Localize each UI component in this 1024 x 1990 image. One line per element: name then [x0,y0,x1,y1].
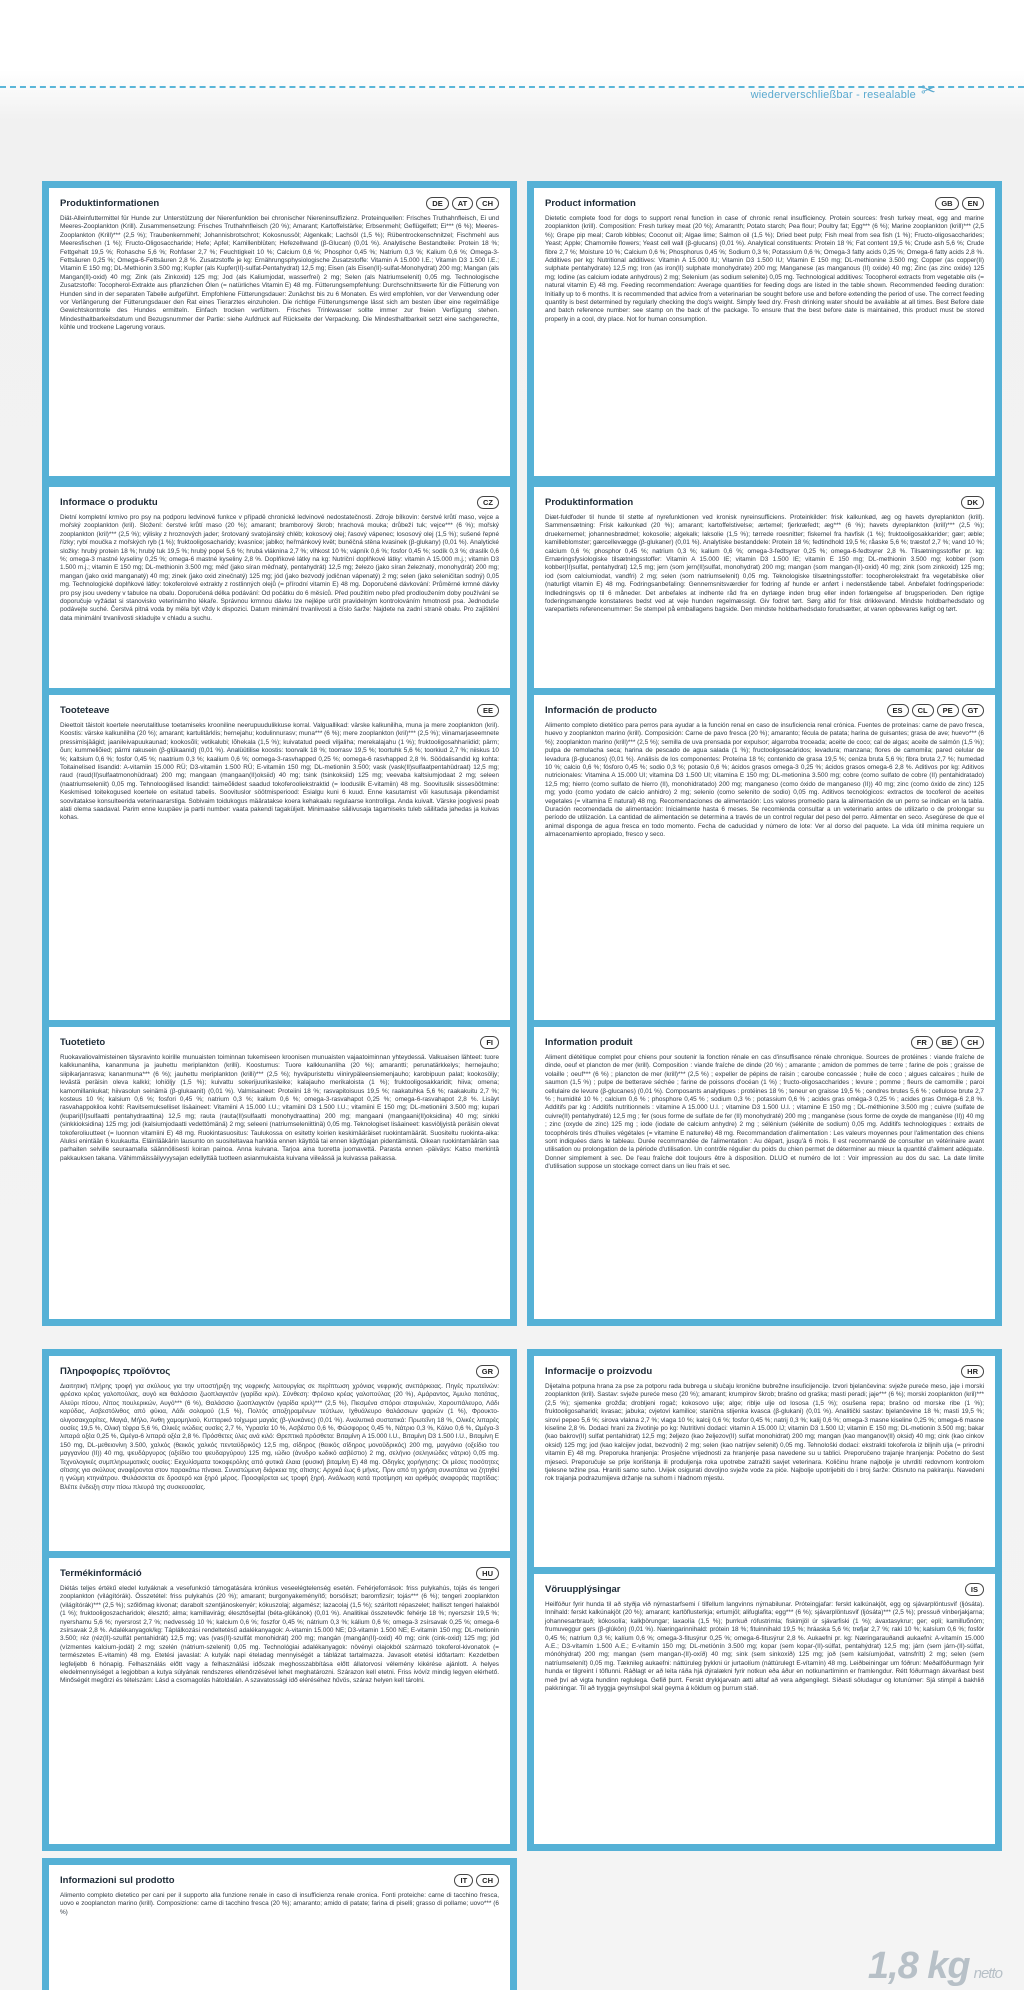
country-code: ES [887,704,909,717]
info-panel-it [42,1858,517,1990]
info-panel-de [42,181,517,483]
panel-text: Heilfóður fyrir hunda til að styðja við nýrnastarfsemi í tilfellum langvinns nýrnabilunar. Próteingjafar: ferskt kalkúnakjöt, egg og sjávarplöntusvif (ljósáta). Innihald: ferskt kalkúnakjöt (20 %); amarant; kartöflusterkja; ertumjöl; alifuglafita; egg*** (6 %); sjávarplöntusvif (ljósáta)*** (2,5 %); pressuð vínberjakjarna; johannesarbrauð; kókosolía; kalkþörungar; laxaolía (1,5 %); þurrkuð rófustrimla; fiskimjöl úr sjávarfiski (1 %); ávaxtasykrur; ger; epli; kamilluблóm; frumuveggur gers (β-glúkön) (0,01 %). Næringarinnihald: prótein 18 %; fituinnihald 19,5 %; hráaska 5,6 %; trefjar 2,7 %; raki 10 %; kalsíum 0,6 %; fosfór 0,45 %; natríum 0,3 %; kalíum 0,6 %; omega-3-fitusýrur 0,25 %; omega-6-fitusýrur 2,8 %. Aukaefni pr. kg: Næringarauðandi aukaefni: A-vítamín 15.000 A.E.; D3-vítamín 1.500 A.E.; E-vítamín 150 mg; DL-metíónín 3.500 mg; kopar (sem kopar-(II)-súlfat, pentahýdrat) 12,5 mg; járn (sem járn-(II)-súlfat, mónóhýdrat) 200 mg; mangan (sem mangan-(II)-oxíð) 40 mg; sink (sem sinkoxíð) 125 mg; joð (sem kalsíumjoðat, vatnsfrítt) 2 mg; selen (sem natríumselenít) 0,05 mg. Tæknileg aukaefni: náttúruleg þykkni úr jurtaolíum (náttúrulegt E-vítamín) 48 mg. Leiðbeiningar um fóðrun: Meðalfóðurmagn fyrir hunda er tilgreint í töflunni. Ráðlagt er að leita ráða hjá dýralækni fyrir notkun eða áður en notkunartíminn er framlengdur. Rétt fóðurmagn ákvarðast best með því að vigta hundinn reglulega. Gefið þurrt. Ferskt drykkjarvatn ætti alltaf að vera aðgengilegt. Síðasti söludagur og lotunúmer: Sjá stimpil á bakhlið pakkningar. Til að tryggja geymsluþol skal geyma á köldum og þurrum stað. [545,1601,984,1693]
country-code: CZ [477,496,499,509]
info-panel-fi [42,1020,517,1326]
country-codes [935,197,984,210]
panel-title: Termékinformáció [60,1568,142,1579]
panel-title: Información de producto [545,705,657,716]
scissors-icon: ✂ [920,80,936,100]
country-codes [426,197,499,210]
country-code: PE [937,704,959,717]
net-weight-value: 1,8 kg [867,1945,970,1987]
panel-text: Alimento completo dietético para perros para ayudar a la función renal en caso de insuficiencia renal crónica. Fuentes de proteínas: carne de pavo fresca, huevo y zooplankton marino (krill). Composición: Carne de pavo fresca (20 %); amaranto; fécula de patata; harina de guisantes; grasa de ave; huevo*** (6 %); zooplankton marino (krill)*** (2,5 %); semilla de uva prensada por expulsor; algarroba troceada; aceite de coco; cal de algas; aceite de salmón (1,5 %); pulpa de remolacha seca; harina de pescado de agua salada (1 %); fructooligosacáridos; levadura; manzana; flores de camomila; pared celular de levadura (β-glucanos) (0,01 %). Análisis de los componentes: Proteína 18 %; contenido de grasa 19,5 %; ceniza bruta 5,6 %; fibra bruta 2,7 %; humedad 10 %; calcio 0,6 %; fósforo 0,45 %; sodio 0,3 %; potasio 0,6 %; ácidos grasos omega-3 0,25 %; ácidos grasos omega-6 2,8 %. Aditivos por kg: Aditivos nutricionales: Vitamina A 15.000 UI; vitamina D3 1.500 UI; vitamina E 150 mg; DL-metionina 3.500 mg; cobre (como sulfato de cobre (II) pentahidratado) 12,5 mg; hierro (como sulfato de hierro (II), monohidratado) 200 mg; manganeso (como óxido de manganeso (II)) 40 mg; zinc (como óxido de zinc) 125 mg; yodo (como yodato de calcio anhidro) 2 mg; selenio (como selenito de sodio) 0,05 mg. Aditivos tecnológicos: extractos de tocoferol de aceites vegetales (= vitamina E natural) 48 mg. Recomendaciones de alimentación: Los valores promedio para la alimentación de un perro se indican en la tabla. Duración recomendada de alimentación: Inicialmente hasta 6 meses. Se recomienda consultar a un veterinario antes de utilizarlo o de prolongar su período de utilización. La cantidad de alimentación se determina a través de un control regular del peso del perro. Alimentar en seco. Asegúrese de que el animal disponga de agua fresca en todo momento. Fecha de caducidad y número de lote: Ver al dorso del paquete. La vida útil mínima requiere un almacenamiento apropiado, fresco y seco. [545,722,984,839]
country-code: HR [961,1365,984,1378]
country-codes [477,496,499,509]
panel-text: Διαιτητική πλήρης τροφή για σκύλους για την υποστήριξη της νεφρικής λειτουργίας σε περίπτωση χρόνιας νεφρικής ανεπάρκειας. Πηγές πρωτεϊνών: φρέσκο κρέας γαλοπούλας, αυγό και θαλάσσιο ζωοπλαγκτόν (γαρίδα κριλ). Σύνθεση: Φρέσκο κρέας γαλοπούλας (20 %), Αμάραντος, Άμυλο πατάτας, Αλεύρι πίσου, Λίπος πουλερικών, Αυγό*** (6 %), Θαλάσσιο ζωοπλαγκτόν (γαρίδα κριλ)*** (2,5 %), Πιεσμένα σπόροι σταφυλιών, Χαρουπάλευρο, Λάδι καρύδας, Ασβεστόλιθος από φύκια, Λάδι σολομού (1,5 %), Πολτός αποξηραμένων τεύτλων, Ιχθυάλευρο θαλάσσιων ψαριών (1 %), Φρουκτο-ολιγοσακχαρίτες, Μαγιά, Μήλο, Άνθη χαμομηλιού, Κυτταρικό τοίχωμα μαγιάς (β-γλυκάνες) (0,01 %). Αναλυτικά συστατικά: Πρωτεΐνη 18 %, Ολικές λιπαρές ουσίες 19,5 %, Ολική τέφρα 5,6 %, Ολικές ινώδεις ουσίες 2,7 %, Υγρασία 10 %, Ασβέστιο 0,6 %, Φώσφορος 0,45 %, Νάτριο 0,3 %, Κάλιο 0,6 %, Ωμέγα-3 λιπαρά οξέα 0,25 %, Ωμέγα-6 λιπαρά οξέα 2,8 %. Πρόσθετες ύλες ανά κιλό: Θρεπτικά πρόσθετα: Βιταμίνη A 15.000 I.U., Βιταμίνη D3 1.500 I.U., Βιταμίνη E 150 mg, DL-μεθειονίνη 3.500, χαλκός (θειικός χαλκός πενταϋδρικός) 12,5 mg, σίδηρος (θειικός σίδηρος μονοϋδρικός) 200 mg, μαγγάνιο (οξείδιο του μαγγανίου (II)) 40 mg, ψευδάργυρος (οξείδιο του ψευδαργύρου) 125 mg, ιώδιο (άνυδρο ιωδικό ασβέστιο) 2 mg, σελήνιο (σεληνιώδες νάτριο) 0,05 mg. Τεχνολογικές συμπληρωματικές ουσίες: Εκχυλίσματα τοκοφερόλης από φυτικά έλαια (φυσική βιταμίνη E) 48 mg. Οδηγίες χορήγησης: Οι μέσες ποσότητες σίτισης για σκύλους αναφέρονται στον παρακάτω πίνακα. Συνιστώμενη διάρκεια της σίτισης: Αρχικά έως 6 μήνες. Πριν από τη χρήση συνιστάται να ζητηθεί η γνώμη κτηνιάτρου. Φυλάσσεται σε δροσερό και ξηρό μέρος. Προσφέρεται ως τροφή ξηρή. Ανάλωση κατά προτίμηση και αριθμός αναφοράς παρτίδας: Βλέπε ένδειξη στην πίσω πλευρά της συσκευασίας. [60,1383,499,1491]
panel-text: Dietní kompletní krmivo pro psy na podporu ledvinové funkce v případě chronické ledvinové nedostatečnosti. Zdroje bílkovin: čerstvé krůtí maso, vejce a mořský zooplankton (kril). Složení: čerstvé krůtí maso (20 %); amarant; bramborový škrob; hrachová mouka; drůbeží tuk; vejce*** (6 %); mořský zooplankton (kril)*** (2,5 %); výlisky z hroznových jader; šrotovaný svatojánský chléb; kokosový olej; řasový vápenec; lososový olej (1,5 %); sušené řepné řízky; rybí moučka z mořských ryb (1 %); fruktooligosacharidy; kvasnice; jablko; heřmánkový květ; buněčná stěna kvasinek (β-glukany) (0,01 %). Analytické složky: hrubý protein 18 %; hrubý tuk 19,5 %; hrubý popel 5,6 %; hrubá vláknina 2,7 %; vlhkost 10 %; vápník 0,6 %; fosfor 0,45 %; sodík 0,3 %; draslík 0,6 %; omega-3 mastné kyseliny 0,25 %; omega-6 mastné kyseliny 2,8 %. Doplňkové látky na kg: Nutriční doplňkové látky: vitamin A 15.000 m.j.; vitamin D3 1.500 m.j.; vitamin E 150 mg; DL-methionin 3.500 mg; měď (jako síran měďnatý, pentahydrát) 12,5 mg; železo (jako síran železnatý, monohydrát) 200 mg; mangan (jako oxid manganatý) 40 mg; zinek (jako oxid zinečnatý) 125 mg; jód (jako bezvodý jodičnan vápenatý) 2 mg; selen (jako seleničitan sodný) 0,05 mg. Technologické doplňkové látky: tokoferolové extrakty z rostlinných olejů (= přírodní vitamin E) 48 mg. Doporučené dávkování: Průměrné krmné dávky pro psy jsou uvedeny v tabulce na obalu. Doporučená délka podávání: Od počátku do 6 měsíců. Před použitím nebo před prodloužením doby používání se doporučuje vyžádat si stanovisko veterinárního lékaře. Správnou krmnou dávku lze nejlépe určit pravidelným kontrolováním hmotnosti psa. Jednoduše podávejte suché. Čerstvá pitná voda by měla být vždy k dispozici. Datum minimální trvanlivosti a číslo šarže: Najdete na zadní straně obalu. Pro zajištění data minimální trvanlivosti skladujte v chladu a suchu. [60,514,499,622]
country-code: CH [476,1874,499,1887]
panel-title: Informacije o proizvodu [545,1366,653,1377]
net-weight-unit: netto [973,1965,1002,1982]
country-code: HU [476,1567,499,1580]
panel-text: Dietetic complete food for dogs to support renal function in case of chronic renal insufficiency. Protein sources: fresh turkey meat, egg and marine zooplankton (krill). Composition: Fresh turkey meat (20 %); Amaranth; Potato starch; Pea flour; Poultry fat; Egg*** (6 %); Marine zooplankton (krill)*** (2,5 %); Grape pip meal; Carob kibbles; Coconut oil; Algae lime; Salmon oil (1,5 %); Dried beet pulp; Fish meal from sea fish (1 %); Fructo-oligosaccharides; Yeast; Apple; Chamomile flowers; Yeast cell wall (β-glucans) (0,01 %). Analytical constituents: Protein 18 %; Fat content 19,5 %; Crude ash 5,6 %; Crude fibre 2,7 %; Moisture 10 %; Calcium 0,6 %; Phosphorus 0,45 %; Sodium 0,3 %; Potassium 0,6 %; Omega-3 fatty acids 0,25 %; Omega-6 fatty acids 2,8 %. Additives per kg: Nutritional additives: Vitamin A 15.000 IU; Vitamin D3 1.500 IU; Vitamin E 150 mg; DL-methionine 3.500 mg; Copper (as copper(II) sulphate pentahydrate) 12,5 mg; Iron (as iron(II) sulphate monohydrate) 200 mg; Manganese (as manganous (II) oxide) 40 mg; Zinc (as zinc oxide) 125 mg; Iodine (as calcium iodate anhydrous) 2 mg; Selenium (as sodium selenite) 0,05 mg. Technological additives: Tocopherol extracts from vegetable oils (= natural vitamin E) 48 mg. Feeding recommendation: Average quantities for feeding dogs are listed in the table shown. Recommended feeding duration: Initially up to 6 months. It is recommended that advice from a veterinarian be sought before use and before extending the period of use. The correct feeding quantity is best determined by regularly checking the dog's weight. Simply feed dry. Fresh drinking water should be available at all times. Best Before date and batch reference number: see stamp on the back of the package. To ensure that the best before date is maintained, this product must be stored properly in a cool, dry place. Not for human consumption. [545,215,984,323]
panel-text: Diät-Alleinfuttermittel für Hunde zur Unterstützung der Nierenfunktion bei chronischer Niereninsuffizienz. Proteinquellen: Frisches Truthahnfleisch, Ei und Meeres-Zooplankton (Krill). Zusammensetzung: Frisches Truthahnfleisch (20 %); Amarant; Kartoffelstärke; Erbsenmehl; Geflügelfett; Ei*** (6 %); Meeres-Zooplankton (Krill)*** (2,5 %); Traubenkernmehl; Johannisbrotschrot; Kokosnussöl; Algenkalk; Lachsöl (1,5 %); Rübentrockenschnitzel; Fischmehl aus Meeresfischen (1 %); Fructo-Oligosaccharide; Hefe; Apfel; Kamillenblüten; Hefezellwand (β-Glucan) (0,01 %). Analytische Bestandteile: Protein 18 %; Fettgehalt 19,5 %; Rohasche 5,6 %; Rohfaser 2,7 %; Feuchtigkeit 10 %; Calcium 0,6 %; Phosphor 0,45 %; Natrium 0,3 %; Kalium 0,6 %; Omega-3-Fettsäuren 0,25 %; Omega-6-Fettsäuren 2,8 %. Zusatzstoffe je kg: Ernährungsphysiologische Zusatzstoffe: Vitamin A 15.000 I.E.; Vitamin D3 1.500 I.E.; Vitamin E 150 mg; DL-Methionin 3.500 mg; Kupfer (als Kupfer(II)-sulfat-Pentahydrat) 12,5 mg; Eisen (als Eisen(II)-sulfat-Monohydrat) 200 mg; Mangan (als Mangan(II)-oxid) 40 mg; Zink (als Zinkoxid) 125 mg; Jod (als Kaliumjodat, wasserfrei) 2 mg; Selen (als Natriumselenit) 0,05 mg. Technologische Zusatzstoffe: Tocopherol-Extrakte aus pflanzlichen Ölen (= natürliches Vitamin E) 48 mg. Fütterungsempfehlung: Durchschnittswerte für die Fütterung von Hunden sind in der separaten Tabelle aufgeführt. Empfohlene Fütterungsdauer: Zunächst bis zu 6 Monaten. Es wird empfohlen, vor der Verwendung oder vor Verlängerung der Fütterungsdauer den Rat eines Tierarztes einzuholen. Die richtige Fütterungsmenge lässt sich am besten über eine regelmäßige Gewichtskontrolle des Hundes ermitteln. Einfach trocken verfüttern. Frisches Trinkwasser sollte immer zur freien Verfügung stehen. Mindesthaltbarkeitsdatum und Bezugsnummer der Partie: siehe Aufdruck auf Rückseite der Verpackung. Die Mindesthaltbarkeit setzt eine sachgerechte, kühle und trockene Lagerung voraus. [60,215,499,332]
panel-text: Dieettoit täistoit koertele neerutalitluse toetamiseks krooniline neerupuudulikkuse korral. Valguallikad: värske kalkuniliha, muna ja mere zooplankton (kril). Koostis: värske kalkuniliha (20 %); amarant; kartulitärklis; hernejahu; kodulinnurasv; muna*** (6 %); mere zooplankton (kril)*** (2,5 %); viinamarjaseemnete pressimisjäägid; jaanileivapuukaunad; kookosõli; vetikalubi; lõhekala (1,5 %); kuivatatud peedi viljaliha; merekalajahu (1 %); fruktooligosahhariidid; pärm; õun; kummeliõied; pärmi rakusein (β-glükaanid) (0,01 %). Analüütilise koostis: toorvalk 18 %; toorrasv 19,5 %; toortuhk 5,6 %; toorkiud 2,7 %; niiskus 10 %; kaltsium 0,6 %; fosfor 0,45 %; naatrium 0,3 %; kaalium 0,6 %; oomega-3-rasvhapped 0,25 %; oomega-6 rasvhapped 2,8 %. Söödalisandid kg kohta: Toitainelised lisandid: A-vitamiin 15.000 RÜ; D3-vitamiin 1.500 RÜ; E-vitamiin 150 mg; DL-metioniin 3.500; vask (vask(II)sulfaatpentahüdraat) 12,5 mg; raud (raud(II)sulfaatmonohüdraat) 200 mg; mangaan (mangaan(II)oksiid) 40 mg; tsink (tsinkoksiid) 125 mg; veevaba kaltsiumjodaat 2 mg; seleen (naatriumseleniit) 0,05 mg. Tehnoloogilised lisandid: taimeõlidest saadud tokoferooliekstraktid (= looduslik E-vitamiin) 48 mg. Soovituslik sissesöötmine: Keskmised toitekogused koertele on esitatud tabelis. Soovituslor söötmisperiood: Esialgu kuni 6 kuud. Enne kasutamist või kasutusaja pikendamist soovitatakse konsulteerida veterinaararstiga. Sobivaim toidukogus määratakse koera kehakaalu regulaarse kontrolliga. Anda kuivalt. Värske joogivesi peab alati olema saadaval. Parim enne kuupäev ja partii number: vaata pakendi tagaküljelt. Minimaalse säilivusaja tagamiseks tuleb säilitada jahedas ja kuivas kohas. [60,722,499,822]
panel-text: Ruokavaliovalmisteinen täysravinto koirille munuaisten toiminnan tukemiseen kroonisen munuaisten vajaatoiminnan yhteydessä. Valkuaisen lähteet: tuore kalkkunanliha, kananmuna ja jauhettu meriplankton (krilli). Koostumus: Tuore kalkkunanliha (20 %); amarantti; perunatärkkelys; hernejauho; siipikarjanrasva; kananmuna*** (6 %); jauhettu meriplankton (krilli)*** (2,5 %); hyväpuristettu viinirypäleensiemenjauho; karobipuun palat; kookosöljy; levästä peräisin oleva kalkki; lohiöljy (1,5 %); kuivattu sokerijuurikasleike; kalajauho merikaloista (1 %); fruktooligosakkaridit; hiiva; omena; kamomillankukat; hiivasolun seinämä (β-glukaanit) (0,01 %). Valmisaineet: Proteiini 18 %; rasvapitoisuus 19,5 %; raakatuhka 5,6 %; raakakuitu 2,7 %; kosteus 10 %; kalsium 0,6 %; fosfori 0,45 %; natrium 0,3 %; kalium 0,6 %; omega-3-rasvahapot 0,25 %; omega-6-rasvahapot 2,8 %. Lisäyt rasvahappokiloa kohti: Ravitsemukselliset lisäaineet: Vitamiini A 15.000 I.U.; vitamiini D3 1.500 I.U.; vitamiini E 150 mg; DL-metioniini 3.500 mg; kupari (kupari(II)sulfaatti pentahydraattina) 12,5 mg; rauta (rauta(II)sulfaatti monohydraattina) 200 mg; mangaani (mangaani(II)oksidina) 40 mg; sinkki (sinkkioksidina) 125 mg; jodi (kalsiumjodaatti vedettömänä) 2 mg; seleeni (natriumseleniittinä) 0,05 mg. Teknologiset lisäaineet: kasviöljyistä peräisin olevat tokoferoliuutteet (= luonnon vitamiini E) 48 mg. Ruokintasuositus: Taulukossa on esitetty koirien keskimääräiset ruokintamäärät. Suositeltu ruokinta-aika: Aluksi enintään 6 kuukautta. Eläinlääkärin lausunto on suositeltavaa hankkia ennen käyttöä tai ennen käyttöajan pidentämistä. Oikean ruokintamäärän saa parhaiten selville seuraamalla säännöllisesti koiran painoa. Anna kuivana. Tarjoa aina tuoretta juomavettä. Parasta ennen -päiväys: Katso merkintä pakkauksen takana. Vähimmäissäilyvyysajan edellyttää tuotteen asianmukaista kuivana viileässä ja kuivassa paikassa. [60,1054,499,1162]
panel-title: Produktinformationen [60,198,160,209]
country-code: CH [476,197,499,210]
country-codes [911,1036,984,1049]
country-code: AT [452,197,473,210]
country-codes [887,704,984,717]
panel-title: Product information [545,198,636,209]
panel-text: Alimento completo dietetico per cani per il supporto alla funzione renale in caso di insufficienza renale cronica. Fonti proteiche: carne di tacchino fresca, uovo e zooplancton marino (krill). Composizione: carne di tacchino fresca (20 %); amaranto; amido di patate; farina di piselli; grasso di pollame; uovo*** (6 %) [60,1892,499,1916]
panel-text: Diétás teljes értékű eledel kutyáknak a vesefunkció támogatására krónikus veseelégtelenség esetén. Fehérjeforrások: friss pulykahús, tojás és tengeri zooplankton (világítórák). Összetétel: friss pulykahús (20 %); amarant; burgonyakeményítő; borsóliszt; baromfizsír; tojás*** (6 %); tengeri zooplankton (világítórák)*** (2,5 %); szőlőmag kivonat; darabolt szentjánoskenyér; kókuszolaj; algamész; lazacolaj (1,5 %); szárított répaszelet; halliszt tengeri halakból (1 %); fruktooligoszacharidok; élesztő; alma; kamillavirág; élesztősejtfal (béta-glükánok) (0,01 %). Analitikai összetevők: fehérje 18 %; nyerszsír 19,5 %; nyershamu 5,6 %; nyersrost 2,7 %; nedvesség 10 %; kalcium 0,6 %; foszfor 0,45 %; nátrium 0,3 %; kálium 0,6 %; omega-3 zsírsavak 0,25 %; omega-6 zsírsavak 2,8 %. Adalékanyagok/kg: Táplálkozási rendeltetésű adalékanyagok: A-vitamin 15.000 NE; D3-vitamin 1.500 NE; E-vitamin 150 mg; DL-metionin 3.500; réz (réz(II)-szulfát pentahidrát) 12,5 mg; vas (vas(II)-szulfát monohidrát) 200 mg; mangán (mangán(II)-oxid) 40 mg; cink (cink-oxid) 125 mg; jód (vízmentes kalcium-jodát) 2 mg; szelén (nátrium-szelenit) 0,05 mg. Technológiai adalékanyagok: növényi olajokból származó tokoferol-kivonatok (= természetes E-vitamin) 48 mg. Etetési javaslat: A kutyák napi ételadag mennyiségét a táblázat tartalmazza. Javasolt etetési időtartam: Kezdetben legfeljebb 6 hónapig. Felhasználás előtt vagy a felhasználási időszak meghosszabbítása előtt állatorvosi vélemény kikérése ajánlott. A helyes eledelmennyiséget a legjobban a kutya súlyának rendszeres ellenőrzésével lehet meghatározni. Szárazon kell etetni. Friss ivóvíz mindig legyen elérhető. Minőségét megőrzi és tételszám: Lásd a csomagolás hátoldalán. A szavatossági idő eléréséhez hűvös, száraz helyen kell tárolni. [60,1585,499,1685]
country-code: CL [912,704,934,717]
country-code: BE [936,1036,958,1049]
country-code: DK [961,496,984,509]
country-codes [965,1583,984,1596]
country-code: EN [962,197,984,210]
info-panel-fr [527,1020,1002,1326]
country-code: GT [962,704,984,717]
panel-title: Produktinformation [545,497,634,508]
country-codes [480,1036,499,1049]
country-code: GB [935,197,958,210]
panel-title: Information produit [545,1037,633,1048]
panel-title: Tuotetieto [60,1037,106,1048]
country-codes [961,496,984,509]
country-code: EE [477,704,499,717]
info-panel-es [527,688,1002,1028]
country-codes [454,1874,499,1887]
info-panel-hu [42,1551,517,1851]
country-code: IT [454,1874,473,1887]
info-panel-is [527,1567,1002,1851]
country-code: CH [961,1036,984,1049]
country-codes [961,1365,984,1378]
panel-title: Vöruupplýsingar [545,1584,621,1595]
country-codes [476,1365,499,1378]
country-code: GR [476,1365,499,1378]
panel-text: Aliment diététique complet pour chiens pour soutenir la fonction rénale en cas d'insuffisance rénale chronique. Sources de protéines : viande fraîche de dinde, oeuf et plancton de mer (krill). Composition : viande fraîche de dinde (20 %) ; amarante ; amidon de pommes de terre ; farine de pois ; graisse de volaille ; oeuf*** (6 %) ; plancton de mer (krill)*** (2,5 %) ; expeller de pépins de raisin ; caroube concassée ; huile de coco ; algues calcaires ; huile de saumon (1,5 %) ; pulpe de betterave séchée ; farine de poissons d'océan (1 %) ; fructo-oligosaccharides ; levure ; pomme ; fleurs de camomille ; paroi cellulaire de levure (β-glucanes) (0,01 %). Composants analytiques : protéines 18 % ; teneur en graisse 19,5 % ; cendres brutes 5,6 % ; cellulose brute 2,7 % ; humidité 10 % ; calcium 0,6 % ; phosphore 0,45 % ; sodium 0,3 % ; potassium 0,6 % ; acides gras oméga-3 0,25 % ; acides gras Oméga-6 2,8 %. Additifs par kg : Additifs nutritionnels : vitamine A 15.000 U.I. ; vitamine D3 1.500 U.I. ; vitamine E 150 mg ; DL-méthionine 3.500 mg ; cuivre (sulfate de cuivre(II) pentahydraté) 12,5 mg ; fer (sous forme de sulfate de fer (II) monohydraté) 200 mg ; manganèse (sous forme de oxyde de manganèse (II)) 40 mg ; zinc (oxyde de zinc) 125 mg ; iode (iodate de calcium anhydre) 2 mg ; sélénium (sélénite de sodium) 0,05 mg. Additifs technologiques : extraits de tocophérols tirés d'huiles végétales (= vitamine E naturelle) 48 mg. Recommandation d'alimentation : Les valeurs moyennes pour l'alimentation des chiens sont indiquées dans le tableau. Durée recommandée de l'alimentation : Au départ, jusqu'à 6 mois. Il est recommandé de consulter un vétérinaire avant utilisation ou prolongation de la période d'utilisation. Un contrôle régulier du poids du chien permet de déterminer au mieux la quantité d'aliment adéquate. Donner simplement à sec. De l'eau fraîche doit toujours être à disposition. DLUO et numéro de lot : Voir impression au dos du sac. La date limite d'utilisation suppose un stockage correct dans un lieu frais et sec. [545,1054,984,1171]
country-code: FR [911,1036,933,1049]
country-code: FI [480,1036,499,1049]
reseal-label: wiederverschließbar - resealable [750,89,916,101]
panel-title: Informazioni sul prodotto [60,1875,175,1886]
panel-title: Πληροφορίες προϊόντος [60,1366,171,1377]
panel-text: Dijetalna potpuna hrana za pse za potporu rada bubrega u slučaju kronične bubrežne insuficijencije. Izvori bjelančevina: svježe pureće meso, jaje i morski zooplankton (kril). Sastav: svježe pureće meso (20 %); amarant; krumpirov škrob; brašno od graška; masti peradi; jaje*** (6 %); morski zooplankton (kril)*** (2,5 %); sjemenke grožđa; drobljeni rogač; kokosovo ulje; alge; riblje ulje od lososa (1,5 %); osušena repa; brašno od morske ribe (1 %); fruktooligosaharidi; kvasac; jabuka; cvjetovi kamilice; stanična stijenka kvasca (β-glukani) (0,01 %). Analitički sastav: bjelančevine 18 %; masti 19,5 %; sirovi pepeo 5,6 %; sirova vlakna 2,7 %; vlaga 10 %; kalcij 0,6 %; fosfor 0,45 %; natrij 0,3 %; kalij 0,6 %; omega-3 masne kiseline 0,25 %; omega-6 masne kiseline 2,8 %. Dodaci hrani za životinje po kg: Nutritivni dodaci: vitamin A 15.000 IJ; vitamin D3 1.500 IJ; vitamin E 150 mg; DL-metionin 3.500 mg; bakar (kao bakrov(II) sulfat pentahidrat) 12,5 mg; željezo (kao željezov(II) sulfat monohidrat) 200 mg; mangan (kao manganov(II) oksid) 40 mg; cink (kao cinkov oksid) 125 mg; jod (kao kalcijev jodat, bezvodni) 2 mg; selen (kao natrijev selenit) 0,05 mg. Tehnološki dodaci: ekstrakti tokoferola iz biljnih ulja (= prirodni vitamin E) 48 mg. Preporuka hranjenja: Prosječne vrijednosti za hranjenje pasa navedene su u tablici. Preporučeno trajanje hranjenja: Početno do šest mjeseci. Preporučuje se prije korištenja ili produljenja roka upotrebe zatražiti savjet veterinara. Količinu hrane najbolje je utvrditi redovnom kontrolom tjelesne težine psa. Hraniti samo suho. Uvijek osigurati dovoljno svježe vode za piće. Najbolje upotrijebiti do i broj šarže: Otisnuto na pakiranju. Navedeni rok trajanja podrazumijeva držanje na suhom i hladnom mjestu. [545,1383,984,1483]
country-codes [477,704,499,717]
info-panel-gb [527,181,1002,483]
country-code: DE [426,197,448,210]
country-codes [476,1567,499,1580]
panel-title: Tooteteave [60,705,110,716]
info-panel-ee [42,688,517,1028]
panel-title: Informace o produktu [60,497,158,508]
country-code: IS [965,1583,984,1596]
net-weight [868,1945,1002,1988]
panel-text: Diæt-fuldfoder til hunde til støtte af nyrefunktionen ved kronisk nyreinsufficiens. Proteinkilder: frisk kalkunkød, æg og havets dyreplankton (krill). Sammensætning: Frisk kalkunkød (20 %); amarant; kartoffelstivelse; ærtemel; fjerkræfedt; æg*** (6 %); havets dyreplankton (krill)*** (2,5 %); druekernemel; johannesbrødmel; kokosolie; algekalk; laksolie (1,5 %); tørrede roesnitter; fiskemel fra havfisk (1 %); fruktooligosakkarider; gær; æble; kamilleblomster; gærcellevægge (β-glukaner) (0,01 %). Analytiske bestanddele: Protein 18 %; fedtindhold 19,5 %; råaske 5,6 %; træstof 2,7 %; vand 10 %; calcium 0,6 %; phosphor 0,45 %; natrium 0,3 %; kalium 0,6 %; omega-3-fedtsyrer 0,25 %; omega-6-fedtsyrer 2,8 %. Tilsætningsstoffer pr. kg: Ernæringsfysiologiske tilsætningsstoffer: Vitamin A 15.000 IE; vitamin D3 1.500 IE; vitamin E 150 mg; DL-methionin 3.500 mg; kobber (som kobber(II)sulfat, pentahydrat) 12,5 mg; jern (som jern(II)sulfat, monohydrat) 200 mg; mangan (som mangan-(II)-oxid) 40 mg; zink (som zinkoxid) 125 mg; iod (som calciumiodat, vandfri) 2 mg; selen (som natriumselenit) 0,05 mg. Teknologiske tilsætningsstoffer: tocopherolekstrakt fra vegetabilske olier (naturligt vitamin E) 48 mg. Fodringsanbefaling: Gennemsnitsværdier for fodring af hunde er anført i nedenstående tabel. Anbefalet fodringsperiode: Indledningsvis op til 6 måneder. Det anbefales at indhente råd fra en dyrlæge inden brug eller inden forlængelse af brugsperioden. Den rigtige foderingsmængde konstateres bedst ved at veje hunden regelmæssigt. Giv fodret tørt. Sørg altid for frisk drikkevand. Mindste holdbarhedsdato og varepartiets referencenummer: Se stempel på emballagens bagside. Den mindste holdbarhedsdato forudsætter, at varen opbevares køligt og tørt. [545,514,984,614]
